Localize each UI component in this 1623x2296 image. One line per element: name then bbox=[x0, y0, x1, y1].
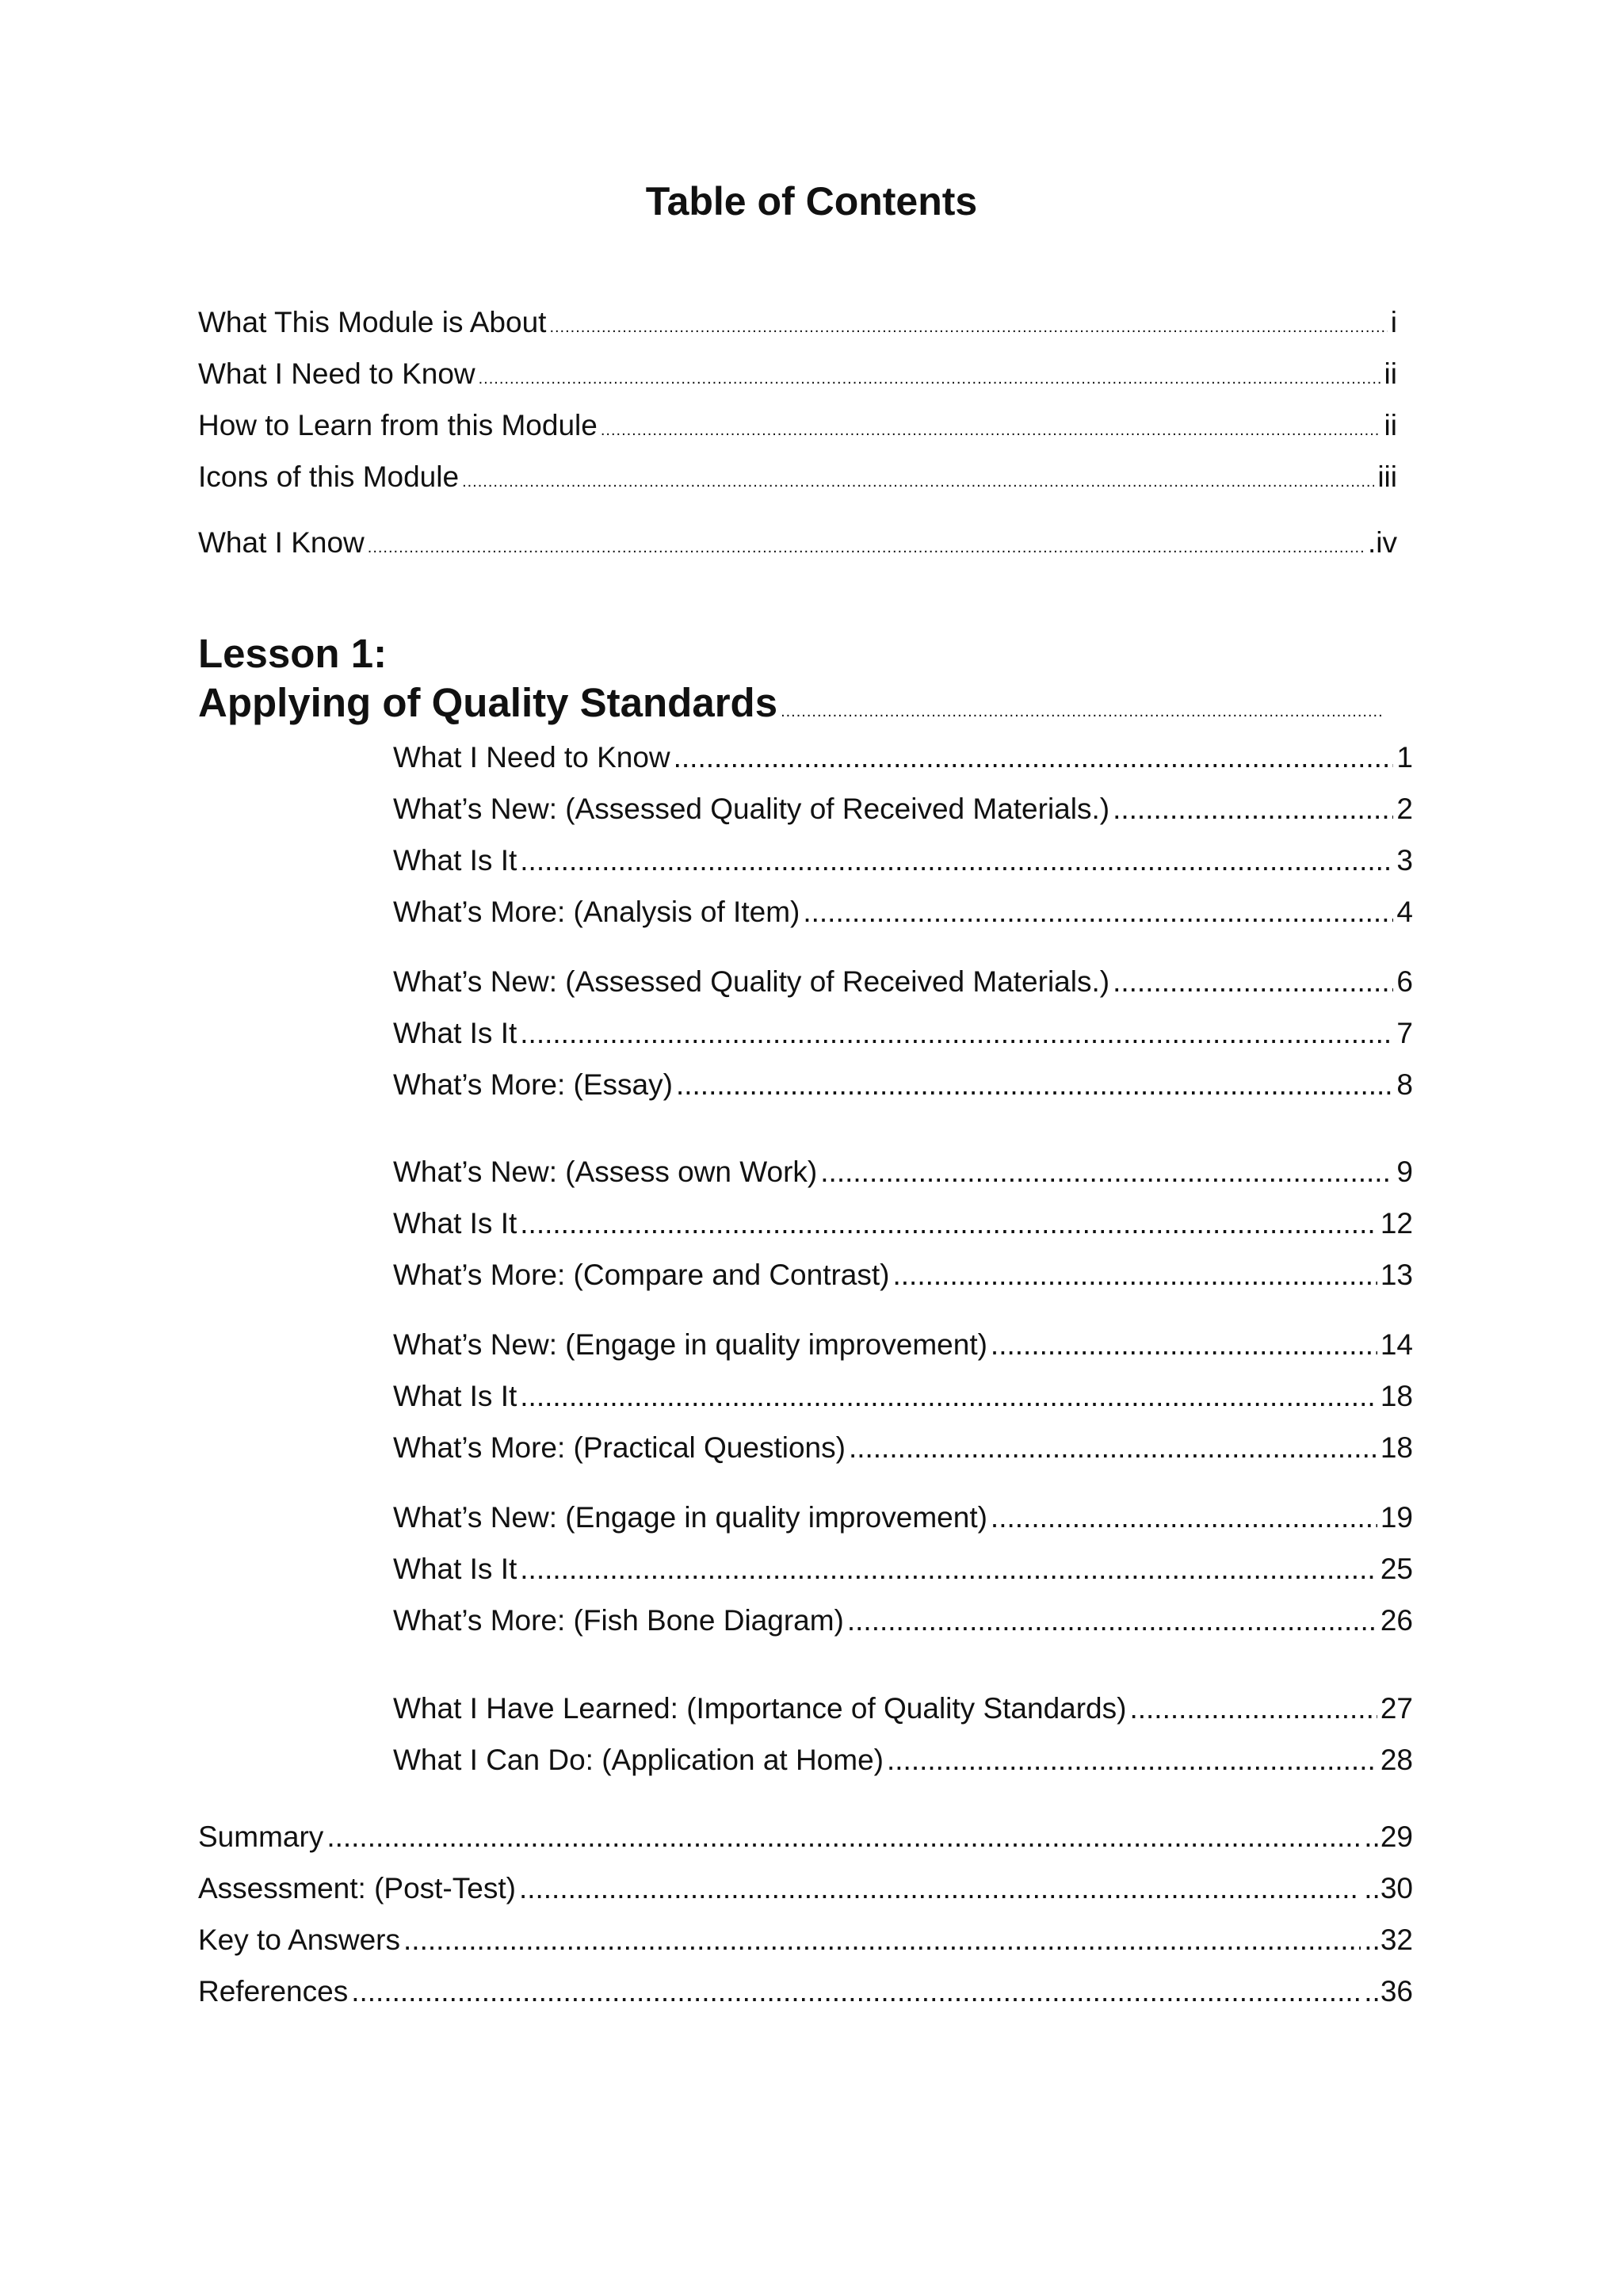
dot-leader bbox=[368, 539, 1365, 557]
toc-entry[interactable] bbox=[198, 526, 1397, 560]
toc-subentry[interactable] bbox=[393, 1156, 1413, 1189]
dot-leader bbox=[676, 1068, 1393, 1102]
toc-entry-page: iii bbox=[1377, 460, 1397, 493]
toc-subentry-label: What Is It bbox=[393, 1380, 517, 1412]
toc-subentry[interactable] bbox=[393, 1431, 1413, 1465]
toc-subentry[interactable] bbox=[393, 1328, 1413, 1362]
toc-entry-label: References bbox=[198, 1975, 349, 2008]
toc-subentry-label: What I Can Do: (Application at Home) bbox=[393, 1744, 884, 1776]
toc-subentry[interactable] bbox=[393, 1207, 1413, 1240]
dot-leader bbox=[520, 1017, 1393, 1050]
toc-subentry-page: 28 bbox=[1380, 1744, 1413, 1776]
toc-subentry[interactable] bbox=[393, 844, 1413, 877]
toc-subentry-label: What’s More: (Analysis of Item) bbox=[393, 896, 800, 928]
toc-subentry-page: 3 bbox=[1396, 844, 1413, 877]
lesson-title-entry[interactable] bbox=[198, 679, 1384, 726]
toc-subentry-label: What Is It bbox=[393, 844, 517, 877]
toc-subentry-label: What’s New: (Engage in quality improvement) bbox=[393, 1328, 987, 1361]
toc-subentry-page: 13 bbox=[1380, 1259, 1413, 1291]
toc-subentry-page: 2 bbox=[1396, 793, 1413, 825]
dot-leader bbox=[403, 1924, 1361, 1957]
toc-subentry-label: What’s More: (Compare and Contrast) bbox=[393, 1259, 890, 1291]
toc-subentry[interactable] bbox=[393, 741, 1413, 774]
dot-leader bbox=[820, 1156, 1393, 1189]
toc-subentry-page: 9 bbox=[1396, 1156, 1413, 1188]
toc-entry[interactable] bbox=[198, 460, 1397, 494]
dot-leader bbox=[849, 1431, 1377, 1465]
dot-leader bbox=[479, 370, 1381, 388]
dot-leader bbox=[601, 422, 1381, 440]
toc-subentry[interactable] bbox=[393, 793, 1413, 826]
toc-entry-label: Key to Answers bbox=[198, 1924, 401, 1956]
toc-subentry[interactable] bbox=[393, 1259, 1413, 1292]
toc-entry-page: ..36 bbox=[1364, 1975, 1413, 2008]
toc-entry-label: What I Need to Know bbox=[198, 357, 475, 390]
dot-leader bbox=[781, 703, 1381, 721]
toc-subentry[interactable] bbox=[393, 896, 1413, 929]
toc-entry[interactable] bbox=[198, 357, 1397, 391]
toc-entry-page: ii bbox=[1384, 409, 1397, 441]
toc-subentry-label: What’s More: (Essay) bbox=[393, 1068, 673, 1101]
dot-leader bbox=[1129, 1692, 1377, 1725]
toc-subentry-page: 7 bbox=[1396, 1017, 1413, 1049]
toc-entry-label: What I Know bbox=[198, 526, 365, 559]
toc-subentry-label: What Is It bbox=[393, 1017, 517, 1049]
toc-subentry-page: 18 bbox=[1380, 1431, 1413, 1464]
toc-subentry-label: What’s More: (Fish Bone Diagram) bbox=[393, 1604, 844, 1637]
toc-subentry-page: 4 bbox=[1396, 896, 1413, 928]
toc-subentry-label: What’s New: (Assessed Quality of Received Materials.) bbox=[393, 965, 1110, 998]
toc-subentry-label: What I Have Learned: (Importance of Quality Standards) bbox=[393, 1692, 1127, 1725]
toc-entry-page: ..30 bbox=[1364, 1872, 1413, 1904]
dot-leader bbox=[991, 1501, 1377, 1534]
toc-entry-label: What This Module is About bbox=[198, 306, 547, 338]
toc-entry-page: .iv bbox=[1368, 526, 1397, 559]
dot-leader bbox=[520, 844, 1393, 877]
toc-entry[interactable] bbox=[198, 306, 1397, 339]
toc-subentry[interactable] bbox=[393, 1501, 1413, 1534]
toc-subentry-page: 14 bbox=[1380, 1328, 1413, 1361]
toc-entry[interactable] bbox=[198, 409, 1397, 442]
dot-leader bbox=[991, 1328, 1377, 1362]
toc-subentry[interactable] bbox=[393, 1380, 1413, 1413]
dot-leader bbox=[1113, 793, 1393, 826]
toc-subentry[interactable] bbox=[393, 1692, 1413, 1725]
lesson-title: Applying of Quality Standards bbox=[198, 680, 778, 725]
toc-entry-label: How to Learn from this Module bbox=[198, 409, 598, 441]
dot-leader bbox=[893, 1259, 1377, 1292]
toc-entry-page: ii bbox=[1384, 357, 1397, 390]
page-title: Table of Contents bbox=[645, 179, 978, 223]
dot-leader bbox=[1113, 965, 1393, 999]
toc-subentry-page: 18 bbox=[1380, 1380, 1413, 1412]
dot-leader bbox=[803, 896, 1393, 929]
dot-leader bbox=[549, 319, 1387, 337]
toc-entry-page: ..32 bbox=[1364, 1924, 1413, 1956]
toc-subentry-label: What’s More: (Practical Questions) bbox=[393, 1431, 846, 1464]
dot-leader bbox=[519, 1872, 1361, 1905]
toc-subentry-label: What Is It bbox=[393, 1553, 517, 1585]
toc-entry-page: ..29 bbox=[1364, 1820, 1413, 1853]
dot-leader bbox=[351, 1975, 1361, 2008]
toc-subentry-page: 19 bbox=[1380, 1501, 1413, 1534]
toc-entry[interactable] bbox=[198, 1975, 1413, 2008]
toc-subentry[interactable] bbox=[393, 1068, 1413, 1102]
toc-subentry-label: What Is It bbox=[393, 1207, 517, 1240]
dot-leader bbox=[674, 741, 1394, 774]
lesson-number: Lesson 1: bbox=[198, 631, 388, 676]
dot-leader bbox=[327, 1820, 1361, 1854]
toc-subentry-page: 12 bbox=[1380, 1207, 1413, 1240]
dot-leader bbox=[887, 1744, 1377, 1777]
toc-subentry-page: 6 bbox=[1396, 965, 1413, 998]
toc-entry-label: Icons of this Module bbox=[198, 460, 460, 493]
dot-leader bbox=[520, 1380, 1377, 1413]
toc-entry-page: i bbox=[1390, 306, 1397, 338]
toc-subentry[interactable] bbox=[393, 1017, 1413, 1050]
toc-subentry[interactable] bbox=[393, 1744, 1413, 1777]
toc-subentry-label: What’s New: (Engage in quality improvement) bbox=[393, 1501, 987, 1534]
toc-subentry-label: What’s New: (Assess own Work) bbox=[393, 1156, 818, 1188]
toc-subentry[interactable] bbox=[393, 965, 1413, 999]
toc-entry[interactable] bbox=[198, 1820, 1413, 1854]
toc-subentry-page: 8 bbox=[1396, 1068, 1413, 1101]
toc-entry[interactable] bbox=[198, 1924, 1413, 1957]
toc-subentry-label: What’s New: (Assessed Quality of Received Materials.) bbox=[393, 793, 1110, 825]
toc-entry-label: Summary bbox=[198, 1820, 324, 1853]
toc-subentry-page: 26 bbox=[1380, 1604, 1413, 1637]
toc-subentry-page: 25 bbox=[1380, 1553, 1413, 1585]
toc-subentry-label: What I Need to Know bbox=[393, 741, 670, 774]
dot-leader bbox=[847, 1604, 1377, 1637]
toc-subentry[interactable] bbox=[393, 1604, 1413, 1637]
toc-subentry-page: 1 bbox=[1396, 741, 1413, 774]
dot-leader bbox=[520, 1207, 1377, 1240]
toc-subentry-page: 27 bbox=[1380, 1692, 1413, 1725]
dot-leader bbox=[520, 1553, 1377, 1586]
toc-subentry[interactable] bbox=[393, 1553, 1413, 1586]
toc-entry-label: Assessment: (Post-Test) bbox=[198, 1872, 516, 1904]
toc-entry[interactable] bbox=[198, 1872, 1413, 1905]
dot-leader bbox=[462, 473, 1374, 491]
